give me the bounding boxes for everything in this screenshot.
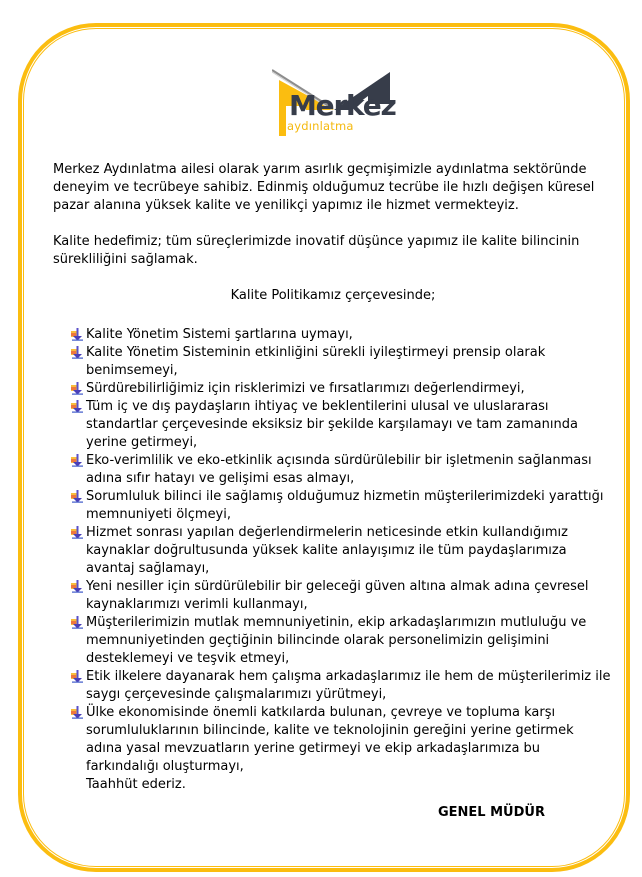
policy-item-text: Yeni nesiller için sürdürülebilir bir geleceği güven altına almak adına çevresel kaynaklarımızı verimli kullanmayı, <box>86 579 589 612</box>
policy-heading: Kalite Politikamız çerçevesinde; <box>230 288 436 303</box>
document-body <box>53 161 613 794</box>
down-arrow-bullet-icon <box>71 490 84 503</box>
policy-list-item <box>71 398 613 452</box>
down-arrow-bullet-icon <box>71 400 84 413</box>
logo-wordmark: Merkez <box>289 89 396 122</box>
policy-item-text: Etik ilkelere dayanarak hem çalışma arkadaşlarımız ile hem de müşterilerimiz ile saygı çerçevesinde çalışmalarımızı yürütmeyi, <box>86 669 611 702</box>
down-arrow-bullet-icon <box>71 706 84 719</box>
down-arrow-bullet-icon <box>71 346 84 359</box>
intro-paragraph: Merkez Aydınlatma ailesi olarak yarım asırlık geçmişimizle aydınlatma sektöründe deneyim ve tecrübeye sahibiz. Edinmiş olduğumuz tecrübe ile hızlı değişen küresel pazar alanına yüksek kalite ve yenilikçi yapımız ile hizmet vermekteyiz. <box>53 162 595 213</box>
down-arrow-bullet-icon <box>71 454 84 467</box>
policy-item-text: Müşterilerimizin mutlak memnuniyetinin, ekip arkadaşlarımızın mutluluğu ve memnuniyetinden geçtiğinin bilincinde olarak personelimizin gelişimini desteklemeyi ve teşvik etmeyi, <box>86 615 587 666</box>
down-arrow-bullet-icon <box>71 616 84 629</box>
policy-list-item <box>71 704 613 776</box>
closing-statement: Taahhüt ederiz. <box>86 777 186 792</box>
down-arrow-bullet-icon <box>71 580 84 593</box>
policy-list <box>53 326 613 776</box>
policy-list-item <box>71 326 613 344</box>
policy-item-text: Kalite Yönetim Sistemi şartlarına uymayı, <box>86 327 353 342</box>
down-arrow-bullet-icon <box>71 328 84 341</box>
policy-item-text: Sorumluluk bilinci ile sağlamış olduğumuz hizmetin müşterilerimizdeki yarattığı memnuniyeti ölçmeyi, <box>86 489 604 522</box>
policy-item-text: Sürdürebilirliğimiz için risklerimizi ve fırsatlarımızı değerlendirmeyi, <box>86 381 525 396</box>
policy-list-item <box>71 524 613 578</box>
signature-title: GENEL MÜDÜR <box>438 805 545 820</box>
down-arrow-bullet-icon <box>71 670 84 683</box>
logo-subtitle: aydınlatma <box>287 119 354 133</box>
down-arrow-bullet-icon <box>71 382 84 395</box>
policy-list-item <box>71 488 613 524</box>
policy-item-text: Eko-verimlilik ve eko-etkinlik açısında sürdürülebilir bir işletmenin sağlanması adına sıfır hatayı ve gelişimi esas almayı, <box>86 453 592 486</box>
policy-list-item <box>71 578 613 614</box>
quality-goal-paragraph: Kalite hedefimiz; tüm süreçlerimizde inovatif düşünce yapımız ile kalite bilincinin sürekliliğini sağlamak. <box>53 234 580 267</box>
policy-item-text: Ülke ekonomisinde önemli katkılarda bulunan, çevreye ve topluma karşı sorumluluklarının bilincinde, kalite ve teknolojinin gereğini yerine getirmek adına yasal mevzuatların yerine getirmeyi ve ekip arkadaşlarımıza bu farkındalığı oluşturmayı, <box>86 705 574 774</box>
policy-list-item <box>71 668 613 704</box>
policy-item-text: Kalite Yönetim Sisteminin etkinliğini sürekli iyileştirmeyi prensip olarak benimsemeyi, <box>86 345 546 378</box>
policy-item-text: Tüm iç ve dış paydaşların ihtiyaç ve beklentilerini ulusal ve uluslararası standartlar çerçevesinde eksiksiz bir şekilde karşılamayı ve tam zamanında yerine getirmeyi, <box>86 399 578 450</box>
policy-item-text: Hizmet sonrası yapılan değerlendirmelerin neticesinde etkin kullandığımız kaynaklar doğrultusunda yüksek kalite anlayışımız ile tüm paydaşlarımıza avantaj sağlamayı, <box>86 525 568 576</box>
policy-list-item <box>71 452 613 488</box>
policy-list-item <box>71 614 613 668</box>
policy-list-item <box>71 344 613 380</box>
down-arrow-bullet-icon <box>71 526 84 539</box>
policy-list-item <box>71 380 613 398</box>
